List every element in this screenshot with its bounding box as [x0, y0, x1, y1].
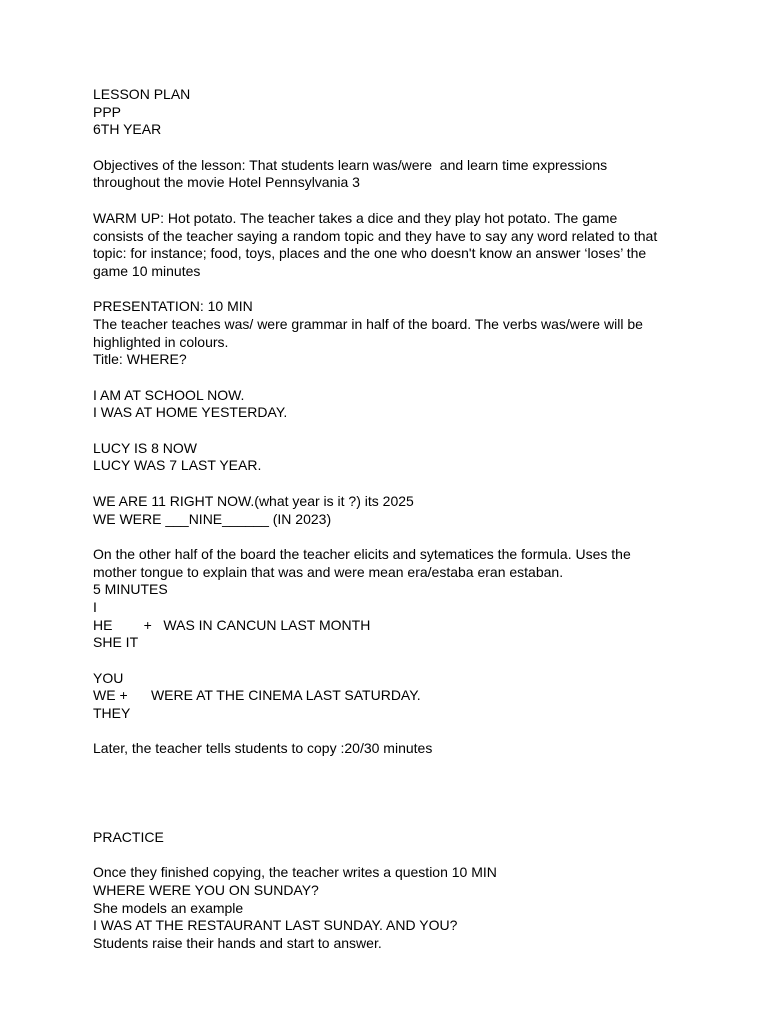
- blank-line: [93, 652, 693, 670]
- text-line: LUCY WAS 7 LAST YEAR.: [93, 457, 262, 474]
- text-line: LESSON PLAN: [93, 86, 191, 102]
- text-line: LUCY IS 8 NOW: [93, 439, 197, 456]
- blank-line: [93, 139, 693, 157]
- text-line: WE + WERE AT THE CINEMA LAST SATURDAY.: [93, 687, 421, 704]
- text-line: game 10 minutes: [93, 262, 201, 279]
- text-line: 5 MINUTES: [93, 581, 168, 598]
- text-line: topic: for instance; food, toys, places and the one who doesn't know an answer ‘loses’ the: [93, 245, 647, 262]
- blank-line: [93, 811, 693, 829]
- text-line: PPP: [93, 103, 122, 120]
- blank-line: [93, 192, 693, 210]
- text-line: mother tongue to explain that was and were mean era/estaba eran estaban.: [93, 563, 564, 580]
- blank-line: [93, 723, 693, 741]
- text-line: Students raise their hands and start to answer.: [93, 935, 382, 951]
- text-line: throughout the movie Hotel Pennsylvania 3: [93, 174, 360, 191]
- text-line: WARM UP: Hot potato. The teacher takes a dice and they play hot potato. The game: [93, 209, 618, 226]
- text-line: SHE IT: [93, 634, 139, 651]
- text-line: I: [93, 598, 97, 615]
- blank-line: [93, 281, 693, 299]
- blank-line: [93, 422, 693, 440]
- document-page: [93, 86, 693, 953]
- text-line: PRESENTATION: 10 MIN: [93, 298, 253, 315]
- text-line: consists of the teacher saying a random topic and they have to say any word related to that: [93, 227, 658, 244]
- text-line: highlighted in colours.: [93, 333, 229, 350]
- blank-line: [93, 847, 693, 865]
- text-line: WE ARE 11 RIGHT NOW.(what year is it ?) its 2025: [93, 492, 414, 509]
- text-line: PRACTICE: [93, 828, 164, 845]
- text-line: She models an example: [93, 899, 244, 916]
- blank-line: [93, 475, 693, 493]
- text-line: Later, the teacher tells students to copy :20/30 minutes: [93, 740, 433, 757]
- blank-line: [93, 776, 693, 794]
- text-line: Objectives of the lesson: That students learn was/were and learn time expressions: [93, 156, 608, 173]
- text-line: YOU: [93, 669, 124, 686]
- text-line: On the other half of the board the teacher elicits and sytematices the formula. Uses the: [93, 545, 631, 562]
- text-line: WHERE WERE YOU ON SUNDAY?: [93, 881, 319, 898]
- text-line: Title: WHERE?: [93, 351, 187, 368]
- text-line: HE + WAS IN CANCUN LAST MONTH: [93, 616, 371, 633]
- text-line: I WAS AT HOME YESTERDAY.: [93, 404, 288, 421]
- text-line: The teacher teaches was/ were grammar in half of the board. The verbs was/were will be: [93, 315, 643, 332]
- blank-line: [93, 794, 693, 812]
- text-line: I WAS AT THE RESTAURANT LAST SUNDAY. AND YOU?: [93, 917, 458, 934]
- blank-line: [93, 369, 693, 387]
- text-line: 6TH YEAR: [93, 121, 162, 138]
- text-line: THEY: [93, 705, 131, 722]
- text-line: I AM AT SCHOOL NOW.: [93, 386, 245, 403]
- text-line: WE WERE ___NINE______ (IN 2023): [93, 510, 332, 527]
- blank-line: [93, 758, 693, 776]
- blank-line: [93, 528, 693, 546]
- text-line: Once they finished copying, the teacher writes a question 10 MIN: [93, 864, 497, 881]
